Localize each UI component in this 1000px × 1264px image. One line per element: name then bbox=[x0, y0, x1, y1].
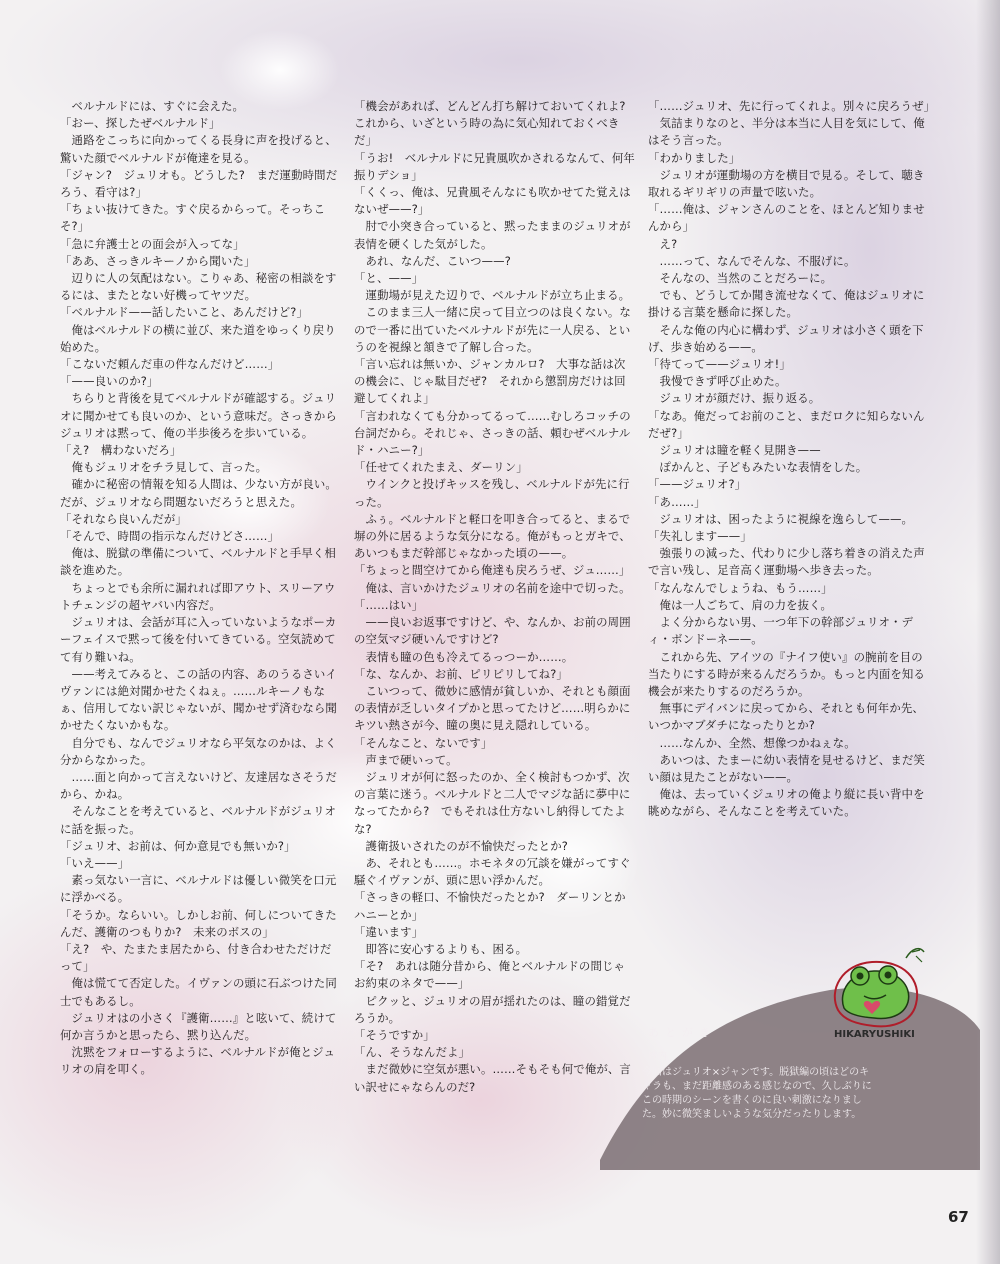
paragraph: 「さっきの軽口、不愉快だったとか? ダーリンとかハニーとか」 bbox=[354, 890, 626, 922]
illustrator-signature: HIKARYUSHIKI bbox=[834, 1029, 915, 1038]
afterword-box bbox=[630, 1012, 880, 1142]
text-column-2 bbox=[354, 98, 636, 1096]
paragraph: 「違います」 bbox=[354, 924, 424, 939]
paragraph: 自分でも、なんでジュリオなら平気なのかは、よく分からなかった。 bbox=[60, 735, 337, 767]
paragraph: 俺は一人ごちて、肩の力を抜く。 bbox=[648, 597, 833, 612]
paragraph: 「くくっ、俺は、兄貴風そんなにも吹かせてた覚えはないぜ——?」 bbox=[354, 185, 631, 217]
paragraph: 「そんなこと、ないです」 bbox=[354, 735, 493, 750]
paragraph: 「ジュリオ、お前は、何か意見でも無いか?」 bbox=[60, 838, 296, 853]
paragraph: あ、それとも……。ホモネタの冗談を嫌がってすぐ騒ぐイヴァンが、頭に思い浮かんだ。 bbox=[354, 855, 631, 888]
paragraph: 「そんで、時間の指示なんだけどさ……」 bbox=[60, 529, 280, 544]
paragraph: 気詰まりなのと、半分は本当に人目を気にして、俺はそう言った。 bbox=[648, 116, 925, 148]
paragraph: 俺は、脱獄の準備について、ベルナルドと手早く相談を進めた。 bbox=[60, 546, 336, 578]
text-column-3 bbox=[648, 98, 936, 821]
paragraph: 声まで硬いって。 bbox=[354, 752, 458, 767]
paragraph: ——良いお返事ですけど、や、なんか、お前の周囲の空気マジ硬いんですけど? bbox=[354, 615, 631, 647]
page-gutter-shadow bbox=[976, 0, 1000, 1264]
paragraph: 「こないだ頼んだ車の件なんだけど……」 bbox=[60, 357, 280, 372]
paragraph: 辺りに人の気配はない。こりゃあ、秘密の相談をするには、またとない好機ってヤツだ。 bbox=[60, 271, 337, 303]
paragraph: ちょっとでも余所に漏れれば即アウト、スリーアウトチェンジの超ヤバい内容だ。 bbox=[60, 580, 336, 612]
paragraph: 「そ? あれは随分昔から、俺とベルナルドの間じゃお約束のネタで——」 bbox=[354, 959, 626, 991]
paragraph: そんな俺の内心に構わず、ジュリオは小さく頭を下げ、歩き始める——。 bbox=[648, 322, 924, 354]
paragraph: でも、どうしてか聞き流せなくて、俺はジュリオに掛ける言葉を懸命に探した。 bbox=[648, 288, 925, 320]
paragraph: 「なんなんでしょうね、もう……」 bbox=[648, 580, 833, 595]
afterword-author: 陣内 bbox=[648, 1051, 668, 1062]
paragraph: ジュリオが何に怒ったのか、全く検討もつかず、次の言葉に迷う。ベルナルドと二人でマジな話に夢中になってたから? でもそれは仕方ないし納得してたよな? bbox=[354, 769, 631, 836]
paragraph: 俺は慌てて否定した。イヴァンの頭に石ぶつけた同士でもあるし。 bbox=[60, 976, 337, 1008]
paragraph: 「うお! ベルナルドに兄貴風吹かされるなんて、何年振りデショ」 bbox=[354, 150, 635, 182]
paragraph: ぽかんと、子どもみたいな表情をした。 bbox=[648, 460, 868, 475]
paragraph: よく分からない男、一つ年下の幹部ジュリオ・ディ・ボンドーネ——。 bbox=[648, 615, 914, 647]
paragraph: 俺もジュリオをチラ見して、言った。 bbox=[60, 460, 268, 475]
paragraph: 表情も瞳の色も冷えてるっつーか……。 bbox=[354, 649, 574, 664]
paragraph: 「ジャン? ジュリオも。どうした? まだ運動時間だろう、看守は?」 bbox=[60, 167, 338, 200]
page-number: 67 bbox=[948, 1208, 969, 1226]
paragraph: 「……俺は、ジャンさんのことを、ほとんど知りませんから」 bbox=[648, 202, 925, 234]
paragraph: 「ん、そうなんだよ」 bbox=[354, 1045, 471, 1060]
paragraph: 強張りの減った、代わりに少し落ち着きの消えた声で言い残し、足音高く運動場へ歩き去った。 bbox=[648, 546, 925, 578]
paragraph: 「ベルナルド——話したいこと、あんだけど?」 bbox=[60, 305, 308, 320]
paragraph: ジュリオが顔だけ、振り返る。 bbox=[648, 391, 821, 406]
paragraph: これから先、アイツの『ナイフ使い』の腕前を目の当たりにする時が来るんだろうか。もっと内面を知る機会が来たりするのだろうか。 bbox=[648, 649, 925, 698]
paragraph: 「いえ——」 bbox=[60, 855, 130, 870]
paragraph: 「ああ、さっきルキーノから聞いた」 bbox=[60, 253, 256, 268]
paragraph: 「あ……」 bbox=[648, 494, 706, 509]
paragraph: そんなことを考えていると、ベルナルドがジュリオに話を振った。 bbox=[60, 804, 337, 836]
paragraph: 俺は、去っていくジュリオの俺より縦に長い背中を眺めながら、そんなことを考えていた。 bbox=[648, 787, 925, 819]
paragraph: 「なあ。俺だってお前のこと、まだロクに知らないんだぜ?」 bbox=[648, 408, 925, 440]
paragraph: 「待てって——ジュリオ!」 bbox=[648, 357, 791, 372]
paragraph: 「ちょっと間空けてから俺達も戻ろうぜ、ジュ……」 bbox=[354, 563, 631, 578]
paragraph: 「任せてくれたまえ、ダーリン」 bbox=[354, 460, 528, 475]
paragraph: 無事にデイバンに戻ってから、それとも何年か先、いつかマブダチになったりとか? bbox=[648, 701, 924, 733]
paragraph: 護衛扱いされたのが不愉快だったとか? bbox=[354, 838, 568, 853]
paragraph: 「わかりました」 bbox=[648, 150, 741, 165]
paragraph: ……って、なんでそんな、不服げに。 bbox=[648, 253, 856, 268]
paragraph: ジュリオは、会話が耳に入っていないようなポーカーフェイスで黙って後を付いてきている。空気読めてて有り難いね。 bbox=[60, 615, 337, 664]
text-column-1 bbox=[60, 98, 342, 1079]
paragraph: 肘で小突き合っていると、黙ったままのジュリオが表情を硬くした気がした。 bbox=[354, 219, 631, 251]
paragraph: 「と、——」 bbox=[354, 271, 424, 286]
paragraph: ウインクと投げキッスを残し、ベルナルドが先に行った。 bbox=[354, 477, 630, 509]
paragraph: こいつって、微妙に感情が貧しいか、それとも顔面の表情が乏しいタイプかと思ってたけど……明らかにキツい熱さが今、瞳の奥に見え隠れしている。 bbox=[354, 683, 631, 733]
paragraph: 素っ気ない一言に、ベルナルドは優しい微笑を口元に浮かべる。 bbox=[60, 873, 337, 905]
paragraph: 「……ジュリオ、先に行ってくれよ。別々に戻ろうぜ」 bbox=[648, 99, 936, 113]
paragraph: 「——良いのか?」 bbox=[60, 374, 159, 389]
paragraph: 「それなら良いんだが」 bbox=[60, 511, 187, 526]
paragraph: ふぅ。ベルナルドと軽口を叩き合ってると、まるで塀の外に居るような気分になる。俺がもっとガキで、あいつもまだ幹部じゃなかった頃の——。 bbox=[354, 511, 631, 561]
paragraph: え? bbox=[648, 236, 678, 251]
paragraph: ジュリオが運動場の方を横目で見る。そして、聴き取れるギリギリの声量で呟いた。 bbox=[648, 167, 925, 200]
paragraph: このまま三人一緒に戻って目立つのは良くない。なので一番に出ていたベルナルドが先に一人戻る、というのを視線と頷きで了解し合った。 bbox=[354, 305, 631, 354]
paragraph: 我慢できず呼び止めた。 bbox=[648, 374, 787, 389]
paragraph: 沈黙をフォローするように、ベルナルドが俺とジュリオの肩を叩く。 bbox=[60, 1045, 336, 1077]
paragraph: 運動場が見えた辺りで、ベルナルドが立ち止まる。 bbox=[354, 288, 631, 303]
paragraph: まだ微妙に空気が悪い。……そもそも何で俺が、言い訳せにゃならんのだ? bbox=[354, 1062, 631, 1094]
paragraph: ピクッと、ジュリオの眉が揺れたのは、瞳の錯覚だろうか。 bbox=[354, 993, 631, 1025]
paragraph: あれ、なんだ、こいつ——? bbox=[354, 253, 511, 268]
paragraph: 「機会があれば、どんどん打ち解けておいてくれよ?これから、いざという時の為に気心知れておくべきだ」 bbox=[354, 99, 626, 148]
paragraph: ……なんか、全然、想像つかねぇな。 bbox=[648, 735, 856, 750]
afterword-title: あとがき bbox=[648, 1026, 716, 1039]
paragraph: 「失礼します——」 bbox=[648, 529, 752, 544]
paragraph: 「な、なんか、お前、ピリピリしてね?」 bbox=[354, 666, 568, 681]
paragraph: 「急に弁護士との面会が入ってな」 bbox=[60, 236, 245, 251]
paragraph: ジュリオは瞳を軽く見開き—— bbox=[648, 443, 821, 458]
paragraph: 「言い忘れは無いか、ジャンカルロ? 大事な話は次の機会に、じゃ駄目だぜ? それから懲罰房だけは回避してくれよ」 bbox=[354, 357, 626, 406]
paragraph: そんなの、当然のことだろーに。 bbox=[648, 271, 833, 286]
paragraph: 「そうか。ならいい。しかしお前、何しについてきたんだ、護衛のつもりか? 未来のボスの」 bbox=[60, 907, 337, 939]
paragraph: 「——ジュリオ?」 bbox=[648, 477, 747, 492]
paragraph: ベルナルドには、すぐに会えた。 bbox=[60, 99, 245, 113]
paragraph: あいつは、たまーに幼い表情を見せるけど、まだ笑い顔は見たことがない——。 bbox=[648, 752, 925, 784]
paragraph: 通路をこっちに向かってくる長身に声を投げると、驚いた顔でベルナルドが俺達を見る。 bbox=[60, 133, 337, 165]
paragraph: 「ちょい抜けてきた。すぐ戻るからって。そっちこそ?」 bbox=[60, 202, 326, 234]
paragraph: ……面と向かって言えないけど、友達居なさそうだから、かね。 bbox=[60, 769, 337, 802]
paragraph: 「……はい」 bbox=[354, 597, 424, 612]
paragraph: 即答に安心するよりも、困る。 bbox=[354, 941, 528, 956]
afterword-text: 今回はジュリオ×ジャンです。脱獄編の頃はどのキャラも、まだ距離感のある感じなので、久しぶりにこの時期のシーンを書くのに良い刺激になりました。妙に微笑ましいような気分だったりします。 bbox=[642, 1067, 872, 1120]
paragraph: 「そうですか」 bbox=[354, 1027, 435, 1042]
paragraph: ジュリオはの小さく『護衛……』と呟いて、続けて何か言うかと思ったら、黙り込んだ。 bbox=[60, 1010, 337, 1042]
paragraph: 「おー、探したぜベルナルド」 bbox=[60, 116, 221, 131]
paragraph: 俺は、言いかけたジュリオの名前を途中で切った。 bbox=[354, 580, 631, 595]
paragraph: 確かに秘密の情報を知る人間は、少ない方が良い。だが、ジュリオなら問題ないだろうと思えた。 bbox=[60, 477, 337, 509]
paragraph: 「え? や、たまたま居たから、付き合わせただけだって」 bbox=[60, 941, 332, 974]
paragraph: ちらりと背後を見てベルナルドが確認する。ジュリオに聞かせても良いのか、という意味だ。さっきからジュリオは黙って、俺の半歩後ろを歩いている。 bbox=[60, 391, 337, 440]
paragraph: 「言われなくても分かってるって……むしろコッチの台詞だから。それじゃ、さっきの話、頼むぜベルナルド・ハニー?」 bbox=[354, 408, 631, 458]
paragraph: ——考えてみると、この話の内容、あのうるさいイヴァンには絶対聞かせたくねぇ。……ルキーノもなぁ、信用してない訳じゃないが、聞かせず済むなら聞かせたくないかもな。 bbox=[60, 666, 337, 733]
paragraph: 「え? 構わないだろ」 bbox=[60, 443, 182, 458]
paragraph: ジュリオは、困ったように視線を逸らして——。 bbox=[648, 511, 914, 526]
paragraph: 俺はベルナルドの横に並び、来た道をゆっくり戻り始めた。 bbox=[60, 322, 336, 354]
